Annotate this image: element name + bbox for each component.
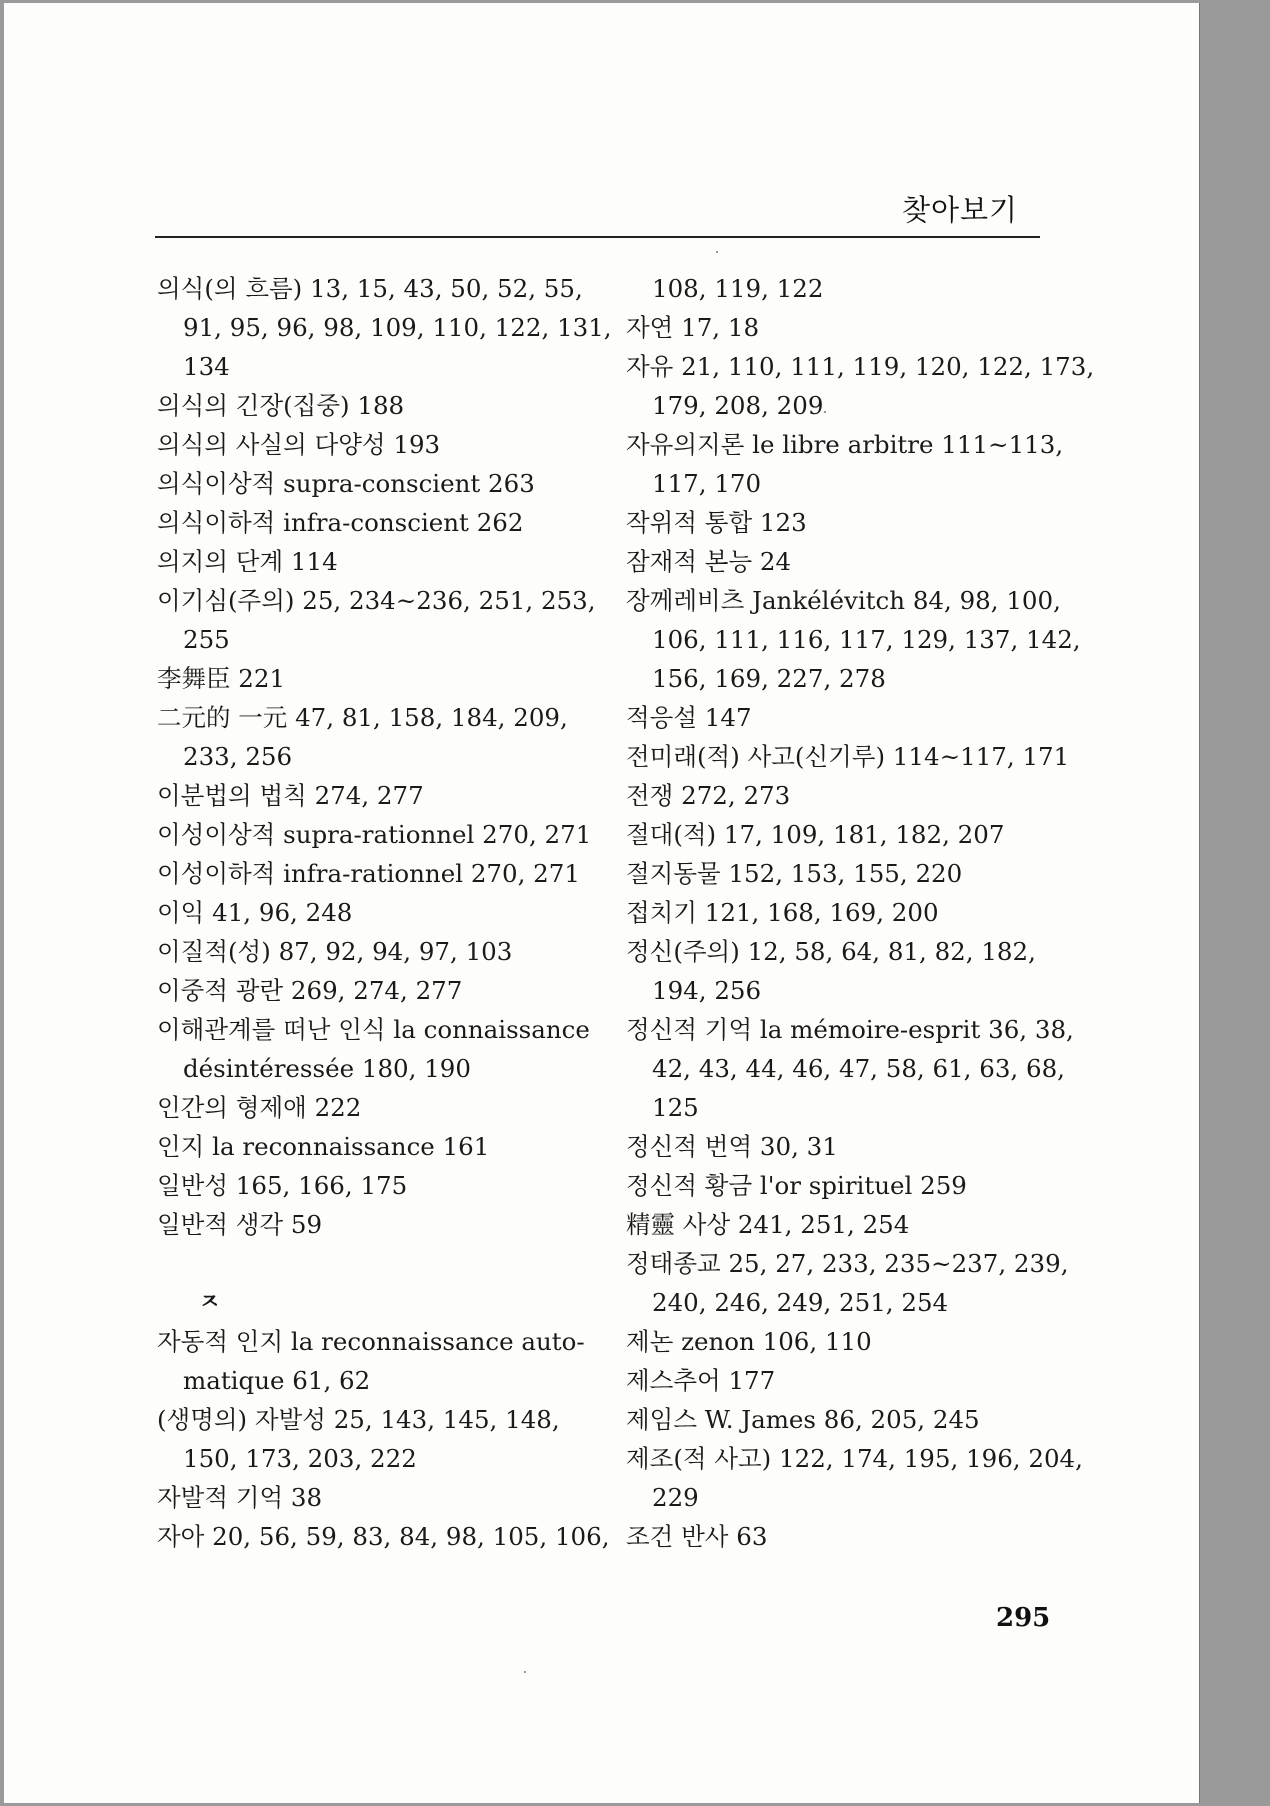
index-entry: 정신(주의) 12, 58, 64, 81, 82, 182, [626, 937, 1036, 966]
index-entry: 제스추어 177 [626, 1366, 776, 1395]
index-entry: 장께레비츠 Jankélévitch 84, 98, 100, [626, 586, 1061, 615]
index-entry: 의지의 단계 114 [157, 547, 338, 576]
page-title: 찾아보기 [901, 193, 1018, 227]
index-entry: 이익 41, 96, 248 [157, 898, 353, 927]
index-entry-continuation: 117, 170 [652, 469, 762, 498]
index-entry: 정신적 번역 30, 31 [626, 1132, 838, 1161]
index-entry: 전미래(적) 사고(신기루) 114~117, 171 [626, 742, 1070, 771]
index-entry: 이질적(성) 87, 92, 94, 97, 103 [157, 937, 513, 966]
index-entry: 자아 20, 56, 59, 83, 84, 98, 105, 106, [157, 1522, 610, 1551]
scan-speck [824, 411, 826, 413]
index-entry: 자동적 인지 la reconnaissance auto- [157, 1327, 585, 1356]
index-entry-continuation: 91, 95, 96, 98, 109, 110, 122, 131, [183, 313, 612, 342]
index-entry: 정신적 기억 la mémoire-esprit 36, 38, [626, 1015, 1074, 1044]
index-entry: 이분법의 법칙 274, 277 [157, 781, 424, 810]
index-entry: 이성이상적 supra-rationnel 270, 271 [157, 820, 592, 849]
index-entry: (생명의) 자발성 25, 143, 145, 148, [157, 1405, 560, 1434]
index-entry: 자유 21, 110, 111, 119, 120, 122, 173, [626, 352, 1095, 381]
index-entry-continuation: 108, 119, 122 [652, 274, 824, 303]
index-entry-continuation: matique 61, 62 [183, 1366, 371, 1395]
index-entry: 이해관계를 떠난 인식 la connaissance [157, 1015, 590, 1044]
index-entry-continuation: 134 [183, 352, 230, 381]
index-entry-continuation: 42, 43, 44, 46, 47, 58, 61, 63, 68, [652, 1054, 1065, 1083]
index-entry: 정태종교 25, 27, 233, 235~237, 239, [626, 1249, 1069, 1278]
index-entry: 자연 17, 18 [626, 313, 760, 342]
scan-speck [524, 1671, 526, 1673]
index-entry: 제임스 W. James 86, 205, 245 [626, 1405, 980, 1434]
index-entry: 제조(적 사고) 122, 174, 195, 196, 204, [626, 1444, 1083, 1473]
index-entry: 李舞臣 221 [157, 664, 286, 693]
index-entry-continuation: 156, 169, 227, 278 [652, 664, 886, 693]
index-entry: 의식(의 흐름) 13, 15, 43, 50, 52, 55, [157, 274, 583, 303]
index-entry: 작위적 통합 123 [626, 508, 807, 537]
index-entry: 적응설 147 [626, 703, 752, 732]
index-entry: 절대(적) 17, 109, 181, 182, 207 [626, 820, 1005, 849]
index-entry: 절지동물 152, 153, 155, 220 [626, 859, 963, 888]
index-entry: 조건 반사 63 [626, 1522, 768, 1551]
index-entry-continuation: 229 [652, 1483, 699, 1512]
index-entry-continuation: désintéressée 180, 190 [183, 1054, 471, 1083]
index-entry: 의식의 사실의 다양성 193 [157, 430, 441, 459]
index-entry: 잠재적 본능 24 [626, 547, 792, 576]
index-column-right [626, 269, 1095, 1556]
index-entry-continuation: 179, 208, 209 [652, 391, 824, 420]
index-entry-continuation: 194, 256 [652, 976, 762, 1005]
index-entry: 精靈 사상 241, 251, 254 [626, 1210, 910, 1239]
index-entry: 자유의지론 le libre arbitre 111~113, [626, 430, 1064, 459]
index-entry: 이기심(주의) 25, 234~236, 251, 253, [157, 586, 596, 615]
index-entry: 접치기 121, 168, 169, 200 [626, 898, 939, 927]
index-entry: 전쟁 272, 273 [626, 781, 791, 810]
index-entry: 정신적 황금 l'or spirituel 259 [626, 1171, 967, 1200]
blank-line [157, 1244, 597, 1283]
index-entry-continuation: 150, 173, 203, 222 [183, 1444, 417, 1473]
index-entry: 이중적 광란 269, 274, 277 [157, 976, 463, 1005]
index-entry: 의식이하적 infra-conscient 262 [157, 508, 524, 537]
book-page [4, 3, 1200, 1803]
index-entry: 인간의 형제애 222 [157, 1093, 362, 1122]
index-entry: 일반적 생각 59 [157, 1210, 323, 1239]
index-entry: 의식의 긴장(집중) 188 [157, 391, 405, 420]
index-entry: 이성이하적 infra-rationnel 270, 271 [157, 859, 580, 888]
page-number: 295 [996, 1603, 1051, 1633]
index-entry: 자발적 기억 38 [157, 1483, 323, 1512]
index-entry-continuation: 106, 111, 116, 117, 129, 137, 142, [652, 625, 1081, 654]
index-entry: 인지 la reconnaissance 161 [157, 1132, 490, 1161]
index-entry-continuation: 125 [652, 1093, 699, 1122]
index-entry-continuation: 233, 256 [183, 742, 293, 771]
index-entry-continuation: 240, 246, 249, 251, 254 [652, 1288, 949, 1317]
section-letter: ㅈ [199, 1290, 221, 1315]
scan-speck [716, 251, 718, 253]
running-header [155, 188, 1040, 238]
index-entry-continuation: 255 [183, 625, 230, 654]
index-column-left [157, 269, 612, 1556]
index-entry: 일반성 165, 166, 175 [157, 1171, 408, 1200]
index-entry: 二元的 一元 47, 81, 158, 184, 209, [157, 703, 568, 732]
index-entry: 의식이상적 supra-conscient 263 [157, 469, 535, 498]
index-entry: 제논 zenon 106, 110 [626, 1327, 872, 1356]
